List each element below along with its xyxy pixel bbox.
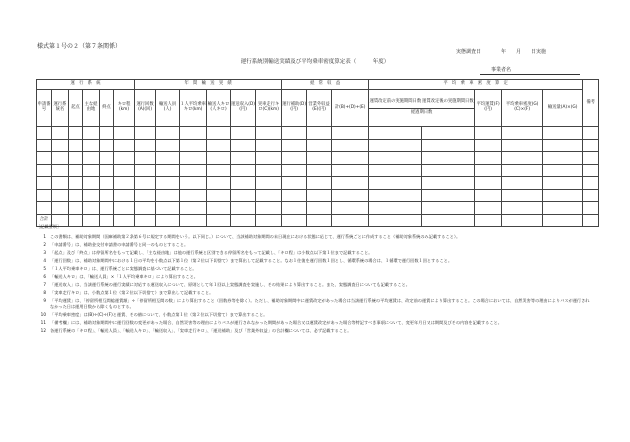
- table-cell[interactable]: [37, 164, 52, 177]
- table-cell[interactable]: [180, 177, 207, 190]
- table-cell[interactable]: [282, 164, 307, 177]
- col-days-before: 運賃改定前の実施期間日数: [369, 99, 422, 105]
- table-cell[interactable]: [83, 139, 100, 152]
- note-item: [36, 258, 591, 265]
- operator-name-line: [480, 74, 580, 75]
- note-number: 9: [43, 297, 46, 303]
- table-cell[interactable]: [207, 164, 231, 177]
- table-cell[interactable]: [180, 127, 207, 140]
- table-cell[interactable]: [422, 152, 475, 165]
- table-cell[interactable]: [156, 189, 180, 202]
- table-cell[interactable]: [114, 152, 135, 165]
- table-cell[interactable]: [231, 189, 256, 202]
- table-cell[interactable]: [231, 127, 256, 140]
- table-cell[interactable]: [52, 164, 69, 177]
- table-cell[interactable]: [37, 127, 52, 140]
- table-cell[interactable]: [332, 177, 369, 190]
- table-cell[interactable]: [256, 202, 282, 215]
- col-days: [369, 90, 475, 127]
- table-cell[interactable]: [543, 164, 583, 177]
- table-cell[interactable]: [100, 139, 114, 152]
- col-km: キロ程(km): [114, 90, 135, 127]
- note-text: 「申請番号」は、補助金交付申請書の申請番号と同一のものとすること。: [50, 241, 189, 247]
- table-cell[interactable]: [583, 127, 599, 140]
- table-cell[interactable]: [583, 152, 599, 165]
- table-cell[interactable]: [135, 189, 156, 202]
- table-cell[interactable]: [135, 202, 156, 215]
- table-cell[interactable]: [282, 189, 307, 202]
- col-passenger-km: 輸送人キロ(人キロ): [207, 90, 231, 127]
- table-cell[interactable]: [307, 189, 332, 202]
- table-cell[interactable]: [332, 127, 369, 140]
- table-cell[interactable]: [422, 202, 475, 215]
- group-annual-transport: 年 間 輸 送 実 績: [135, 80, 282, 90]
- note-item: [36, 282, 591, 289]
- table-cell[interactable]: [156, 164, 180, 177]
- note-item: [36, 242, 591, 249]
- table-cell[interactable]: [156, 177, 180, 190]
- col-total: 計(B)+(D)+(E): [332, 90, 369, 127]
- table-cell[interactable]: [52, 127, 69, 140]
- col-service-count: 運行回数(A)(回): [135, 90, 156, 127]
- table-cell[interactable]: [69, 177, 83, 190]
- table-cell[interactable]: [69, 139, 83, 152]
- table-cell[interactable]: [502, 164, 543, 177]
- note-item: [36, 274, 591, 281]
- table-cell[interactable]: [543, 177, 583, 190]
- note-number: 7: [43, 281, 46, 287]
- table-row: [37, 177, 599, 190]
- table-cell[interactable]: [543, 139, 583, 152]
- table-cell[interactable]: [369, 152, 422, 165]
- col-subsidy: 運行補助(D)(円): [282, 90, 307, 127]
- table-cell[interactable]: [475, 177, 502, 190]
- table-cell[interactable]: [543, 202, 583, 215]
- note-text: 「平均運賃」は、「停留所相互間総運賃額」÷「停留所相互間の数」により算出すること（回数券等を除く）。ただし、補助対象期間中に運賃改定があった場合は当該運行系統の平均運賃は、改定前の運賃により算出すること。この場合においては、自然災害等の理由によりバスが運行されなかった日は運用日数から除くものとする。: [50, 297, 590, 309]
- note-item: [36, 298, 591, 311]
- table-cell[interactable]: [135, 177, 156, 190]
- table-cell[interactable]: [583, 164, 599, 177]
- col-avg-density: 平均乗車密度(G)(C)×(F): [502, 90, 543, 127]
- table-cell[interactable]: [100, 164, 114, 177]
- table-cell[interactable]: [307, 177, 332, 190]
- table-cell[interactable]: [231, 152, 256, 165]
- table-cell[interactable]: [114, 177, 135, 190]
- page-title: 運行系統別輸送実績及び平均乗車密度算定表（ 年度）: [240, 59, 390, 65]
- table-row: [37, 139, 599, 152]
- table-cell[interactable]: [114, 139, 135, 152]
- table-cell[interactable]: [502, 127, 543, 140]
- note-item: [36, 266, 591, 273]
- table-cell[interactable]: [256, 189, 282, 202]
- table-cell[interactable]: [256, 139, 282, 152]
- table-cell[interactable]: [543, 189, 583, 202]
- table-cell[interactable]: [369, 139, 422, 152]
- operator-label: 事業者名: [491, 67, 512, 73]
- table-cell[interactable]: [180, 189, 207, 202]
- table-cell[interactable]: [307, 139, 332, 152]
- table-cell[interactable]: [369, 202, 422, 215]
- table-cell[interactable]: [83, 202, 100, 215]
- table-cell[interactable]: [114, 164, 135, 177]
- table-cell[interactable]: [135, 127, 156, 140]
- table-row: [37, 127, 599, 140]
- table-cell[interactable]: [502, 139, 543, 152]
- table-cell[interactable]: [422, 189, 475, 202]
- table-cell[interactable]: [307, 164, 332, 177]
- table-cell[interactable]: [502, 202, 543, 215]
- table-cell[interactable]: [156, 139, 180, 152]
- table-cell[interactable]: [307, 202, 332, 215]
- table-row: [37, 202, 599, 215]
- table-cell[interactable]: [369, 189, 422, 202]
- table-cell[interactable]: [207, 177, 231, 190]
- note-item: [36, 234, 591, 241]
- table-cell[interactable]: [83, 152, 100, 165]
- table-cell[interactable]: [332, 152, 369, 165]
- table-cell[interactable]: [37, 177, 52, 190]
- col-transport-revenue: 運送収入(D)(円): [231, 90, 256, 127]
- table-cell[interactable]: [52, 177, 69, 190]
- table-cell[interactable]: [83, 189, 100, 202]
- table-cell[interactable]: [543, 127, 583, 140]
- table-cell[interactable]: [100, 177, 114, 190]
- table-cell[interactable]: [52, 152, 69, 165]
- table-cell[interactable]: [475, 152, 502, 165]
- table-cell[interactable]: [114, 127, 135, 140]
- note-item: [36, 250, 591, 257]
- col-application-no: 申請番号: [37, 90, 52, 127]
- group-revenue: 経 常 収 益: [282, 80, 369, 90]
- table-cell[interactable]: [83, 164, 100, 177]
- table-cell[interactable]: [37, 189, 52, 202]
- col-route-name: 運行系統名: [52, 90, 69, 127]
- table-cell[interactable]: [207, 152, 231, 165]
- table-cell[interactable]: [543, 152, 583, 165]
- table-cell[interactable]: [231, 164, 256, 177]
- table-cell[interactable]: [502, 177, 543, 190]
- table-cell[interactable]: [475, 139, 502, 152]
- table-cell[interactable]: [282, 202, 307, 215]
- note-text: 各運行系統の「キロ程」、「輸送人員」、「輸送人キロ」、「輸送収入」、「実車走行キロ」、「運送補助」及び「営業外収益」の合計欄については、必ず記載すること。: [50, 328, 352, 333]
- col-passengers: 輸送人員(人): [156, 90, 180, 127]
- table-cell[interactable]: [231, 139, 256, 152]
- notes-heading: ［記載要領］: [36, 224, 62, 229]
- table-row: [37, 164, 599, 177]
- table-cell[interactable]: [100, 127, 114, 140]
- table-cell[interactable]: [332, 164, 369, 177]
- table-cell[interactable]: [502, 189, 543, 202]
- table-cell[interactable]: [114, 189, 135, 202]
- table-cell[interactable]: [69, 152, 83, 165]
- form-number: 様式第１号の２（第７条関係）: [37, 43, 122, 50]
- table-cell[interactable]: [100, 202, 114, 215]
- table-cell[interactable]: [583, 202, 599, 215]
- note-number: 6: [43, 273, 46, 279]
- table-cell[interactable]: [475, 202, 502, 215]
- col-avg-fare: 平均運賃(F)(円): [475, 90, 502, 127]
- table-cell[interactable]: [332, 202, 369, 215]
- table-cell[interactable]: [583, 177, 599, 190]
- table-row: [37, 189, 599, 202]
- table-row: [37, 152, 599, 165]
- table-cell[interactable]: [422, 177, 475, 190]
- table-cell[interactable]: [156, 202, 180, 215]
- table-cell[interactable]: [37, 139, 52, 152]
- table-cell[interactable]: [475, 189, 502, 202]
- table-cell[interactable]: [256, 127, 282, 140]
- table-cell[interactable]: [207, 127, 231, 140]
- table-cell[interactable]: [422, 164, 475, 177]
- note-text: 「起点」及び「終点」は停留所名をもって記載し、「主な経由地」は他の運行系統と区別できる停留所名をもって記載し、「キロ程」は小数点以下第１位まで記載すること。: [50, 249, 373, 255]
- notes-section: [36, 224, 591, 336]
- table-cell[interactable]: [307, 152, 332, 165]
- note-number: 2: [43, 241, 46, 247]
- note-number: 5: [43, 265, 46, 271]
- note-text: 「輸送人キロ」は、「輸送人員」×「１人平均乗車キロ」により算出すること。: [50, 273, 198, 279]
- table-cell[interactable]: [369, 164, 422, 177]
- col-actual-km: 実車走行キロ(C)(km): [256, 90, 282, 127]
- col-start-point: 起点: [69, 90, 83, 127]
- table-cell[interactable]: [37, 202, 52, 215]
- table-cell[interactable]: [282, 139, 307, 152]
- table-cell[interactable]: [369, 127, 422, 140]
- col-avg-ride-km: １人平均乗車キロ(km): [180, 90, 207, 127]
- survey-date: 実態調査日 年 月 日実施: [456, 49, 547, 55]
- table-cell[interactable]: [69, 164, 83, 177]
- table-cell[interactable]: [69, 202, 83, 215]
- col-non-operating: 営業外収益(E)(円): [307, 90, 332, 127]
- note-text: 「１人平均乗車キロ」は、運行系統ごとに実態調査に基づいて記載すること。: [50, 265, 197, 271]
- table-cell[interactable]: [37, 152, 52, 165]
- table-cell[interactable]: [135, 139, 156, 152]
- note-item: [36, 312, 591, 319]
- table-cell[interactable]: [135, 152, 156, 165]
- note-text: この書類は、補助対象期間（国庫補助第２条第６号に規定する期間をいう。以下同じ。）について、当該補助対象期間の末日現在における状態に応じて、運行系統ごとに作成すること（補助対象系統のみ記載すること）。: [50, 233, 461, 239]
- table-cell[interactable]: [256, 177, 282, 190]
- table-cell[interactable]: [52, 202, 69, 215]
- table-cell[interactable]: [180, 152, 207, 165]
- note-text: 「運送収入」は、当該運行系統の運行実績に対応する運送収入について、原則として年１回以上実態調査を実施し、その結果により算出すること。また、実態調査日についても記載すること。: [50, 281, 410, 287]
- col-days-after: 運賃改定後の実施期間日数: [422, 99, 474, 105]
- table-cell[interactable]: [135, 164, 156, 177]
- table-cell[interactable]: [69, 189, 83, 202]
- col-remarks: 備考: [583, 80, 599, 127]
- table-cell[interactable]: [332, 189, 369, 202]
- table-cell[interactable]: [422, 139, 475, 152]
- table-cell[interactable]: [114, 202, 135, 215]
- table-cell[interactable]: [332, 139, 369, 152]
- table-cell[interactable]: [282, 152, 307, 165]
- col-main-via: 主な経由地: [83, 90, 100, 127]
- table-cell[interactable]: [207, 189, 231, 202]
- table-cell[interactable]: [256, 152, 282, 165]
- col-end-point: 終点: [100, 90, 114, 127]
- note-text: 「平均乗車密度」は(B)÷(C)÷(F)と運賃、その値について、小数点第１位（第２位以下切捨て）まで算出すること。: [50, 312, 268, 317]
- col-ratio: 輸送量(A)×(G): [543, 90, 583, 127]
- table-cell[interactable]: [583, 139, 599, 152]
- table-cell[interactable]: [231, 177, 256, 190]
- note-number: 1: [43, 233, 46, 239]
- note-text: 「備考欄」には、補助対象期間中に運行回数の変更があった場合、自然災害等の理由によりバスが運行されなかった期間があった場合又は運賃改定があった場合等特記すべき事項について、変更年月日又は期間及びその内容を記載すること。: [50, 320, 502, 325]
- table-cell[interactable]: [156, 127, 180, 140]
- table-cell[interactable]: [256, 164, 282, 177]
- table-cell[interactable]: [83, 127, 100, 140]
- table-cell[interactable]: [69, 127, 83, 140]
- table-cell[interactable]: [475, 127, 502, 140]
- table-cell[interactable]: [207, 139, 231, 152]
- table-cell[interactable]: [180, 139, 207, 152]
- table-cell[interactable]: [156, 152, 180, 165]
- note-number: 11: [40, 320, 46, 325]
- table-cell[interactable]: [180, 202, 207, 215]
- note-number: 8: [43, 289, 46, 295]
- table-cell[interactable]: [369, 177, 422, 190]
- note-item: [36, 290, 591, 297]
- table-cell[interactable]: [100, 189, 114, 202]
- route-table: [36, 79, 599, 227]
- note-text: 「実車走行キロ」は、小数点第１位（第２位以下切捨て）まで算出して記載すること。: [50, 289, 214, 295]
- table-cell[interactable]: [307, 127, 332, 140]
- note-number: 12: [40, 328, 46, 333]
- table-cell[interactable]: [52, 189, 69, 202]
- note-number: 3: [43, 249, 46, 255]
- col-period-days: 経過期日数: [369, 108, 474, 116]
- table-cell[interactable]: [422, 127, 475, 140]
- table-cell[interactable]: [282, 177, 307, 190]
- table-cell[interactable]: [282, 127, 307, 140]
- note-number: 10: [40, 312, 46, 317]
- total-label: 合計: [37, 214, 52, 227]
- table-cell[interactable]: [231, 202, 256, 215]
- table-cell[interactable]: [83, 177, 100, 190]
- table-cell[interactable]: [100, 152, 114, 165]
- note-text: 「運行回数」は、補助対象期間中における１日の平均を小数点以下第１位（第２位以下切捨て）まで算出して記載すること。なお１往復を運行回数１回とし、循環系統の場合は、１循環で運行回数１回とすること。: [50, 257, 453, 263]
- table-cell[interactable]: [475, 164, 502, 177]
- note-item: [36, 328, 591, 335]
- group-route: 運 行 系 統: [37, 80, 135, 90]
- group-density: 平 均 乗 車 密 度 算 定: [369, 80, 583, 90]
- table-cell[interactable]: [207, 202, 231, 215]
- table-cell[interactable]: [180, 164, 207, 177]
- note-number: 4: [43, 257, 46, 263]
- table-cell[interactable]: [583, 189, 599, 202]
- table-cell[interactable]: [52, 139, 69, 152]
- note-item: [36, 320, 591, 327]
- table-cell[interactable]: [502, 152, 543, 165]
